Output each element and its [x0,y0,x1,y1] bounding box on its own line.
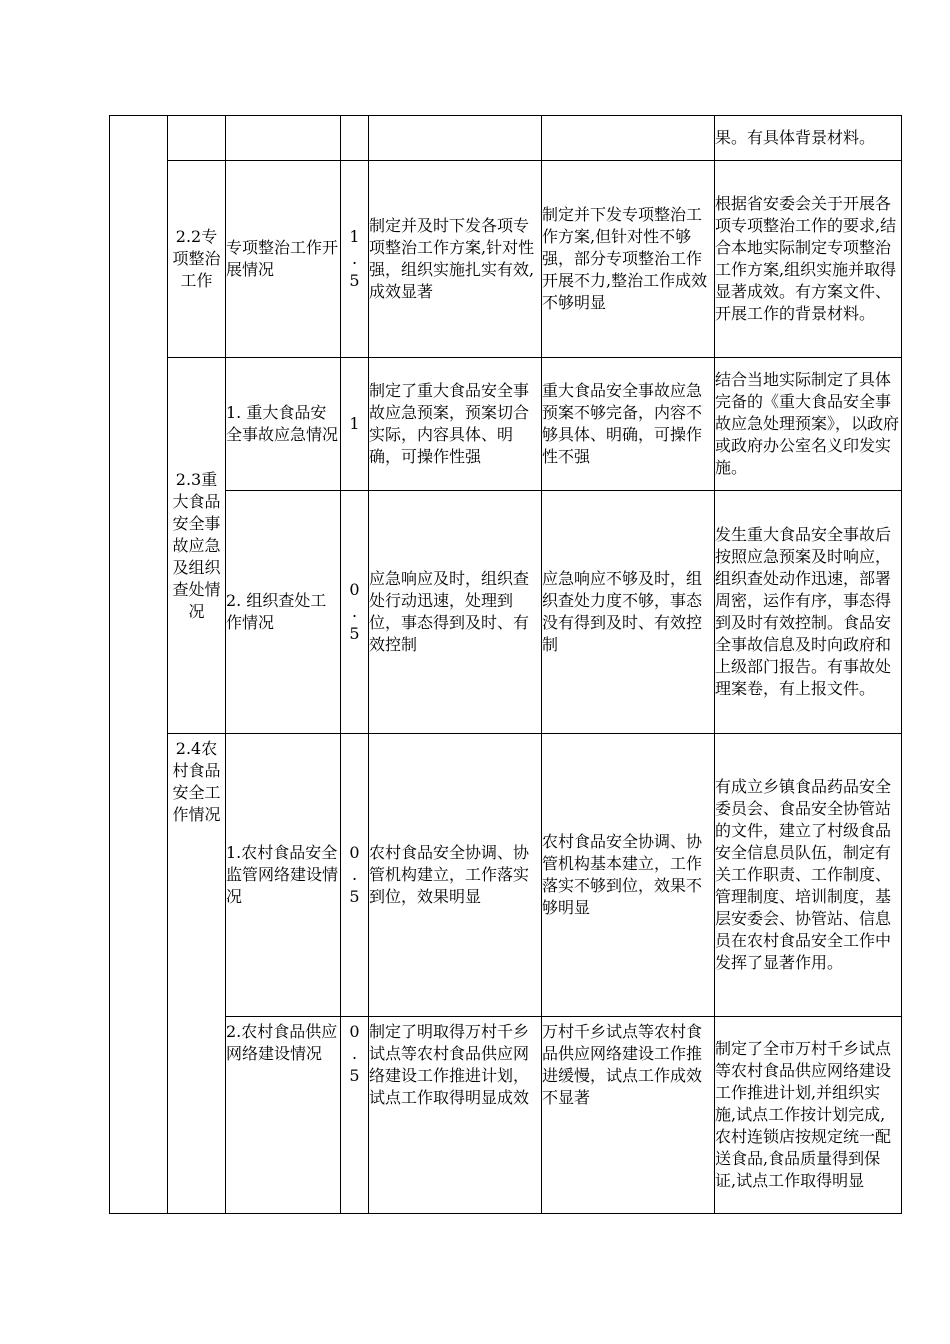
note-cell: 果。有具体背景材料。 [715,116,902,161]
score-cell [341,358,369,491]
item-cell: 1.农村食品安全监管网络建设情况 [226,734,341,1017]
outer-category-cell [110,116,168,1214]
score-value: 0 . 5 [349,1022,360,1085]
standard-partial-cell: 万村千乡试点等农村食品供应网络建设工作推进缓慢，试点工作成效不显著 [542,1017,715,1214]
note-cell: 制定了全市万村千乡试点等农村食品供应网络建设工作推进计划,并组织实施,试点工作按计划完成,农村连锁店按规定统一配送食品,食品质量得到保证,试点工作取得明显 [715,1017,902,1214]
standard-full-cell: 应急响应及时，组织查处行动迅速，处理到位，事态得到及时、有效控制 [369,491,542,734]
score-value: 1 [349,414,360,433]
item-cell [226,116,341,161]
note-cell: 发生重大食品安全事故后按照应急预案及时响应，组织查处动作迅速，部署周密，运作有序，事态得到及时有效控制。食品安全事故信息及时向政府和上级部门报告。有事故处理案卷，有上报文件。 [715,491,902,734]
category-cell: 2.2专项整治工作 [168,161,226,358]
score-value: 0 . 5 [349,580,360,643]
table-row [110,161,902,358]
table-row [110,491,902,734]
score-value: 0 . 5 [349,843,360,906]
standard-full-cell: 农村食品安全协调、协管机构建立，工作落实到位，效果明显 [369,734,542,1017]
item-cell: 2. 组织查处工作情况 [226,491,341,734]
score-cell [341,734,369,1017]
standard-partial-cell: 重大食品安全事故应急预案不够完备，内容不够具体、明确，可操作性不强 [542,358,715,491]
standard-full-cell: 制定了明取得万村千乡试点等农村食品供应网络建设工作推进计划，试点工作取得明显成效 [369,1017,542,1214]
score-cell [341,1017,369,1214]
standard-partial-cell: 农村食品安全协调、协管机构基本建立，工作落实不够到位，效果不够明显 [542,734,715,1017]
table-row [110,1017,902,1214]
standard-full-cell: 制定了重大食品安全事故应急预案，预案切合实际，内容具体、明确，可操作性强 [369,358,542,491]
table-row [110,116,902,161]
item-cell: 2.农村食品供应网络建设情况 [226,1017,341,1214]
table-row [110,358,902,491]
table-row [110,734,902,1017]
item-cell: 专项整治工作开展情况 [226,161,341,358]
standard-full-cell [369,116,542,161]
evaluation-table [109,115,902,1214]
score-cell [341,161,369,358]
item-cell: 1. 重大食品安全事故应急情况 [226,358,341,491]
category-cell: 2.3重大食品安全事故应急及组织查处情况 [168,358,226,734]
score-cell [341,116,369,161]
category-cell: 2.4农村食品安全工作情况 [168,734,226,1214]
score-cell [341,491,369,734]
standard-partial-cell: 制定并下发专项整治工作方案,但针对性不够强，部分专项整治工作开展不力,整治工作成效不够明显 [542,161,715,358]
note-cell: 有成立乡镇食品药品安全委员会、食品安全协管站的文件，建立了村级食品安全信息员队伍，制定有关工作职责、工作制度、管理制度、培训制度，基层安委会、协管站、信息员在农村食品安全工作中发挥了显著作用。 [715,734,902,1017]
note-cell: 结合当地实际制定了具体完备的《重大食品安全事故应急处理预案》，以政府或政府办公室名义印发实施。 [715,358,902,491]
category-cell [168,116,226,161]
note-cell: 根据省安委会关于开展各项专项整治工作的要求,结合本地实际制定专项整治工作方案,组织实施并取得显著成效。有方案文件、开展工作的背景材料。 [715,161,902,358]
standard-partial-cell: 应急响应不够及时，组织查处力度不够，事态没有得到及时、有效控制 [542,491,715,734]
standard-partial-cell [542,116,715,161]
standard-full-cell: 制定并及时下发各项专项整治工作方案,针对性强，组织实施扎实有效,成效显著 [369,161,542,358]
score-value: 1 . 5 [349,227,360,290]
